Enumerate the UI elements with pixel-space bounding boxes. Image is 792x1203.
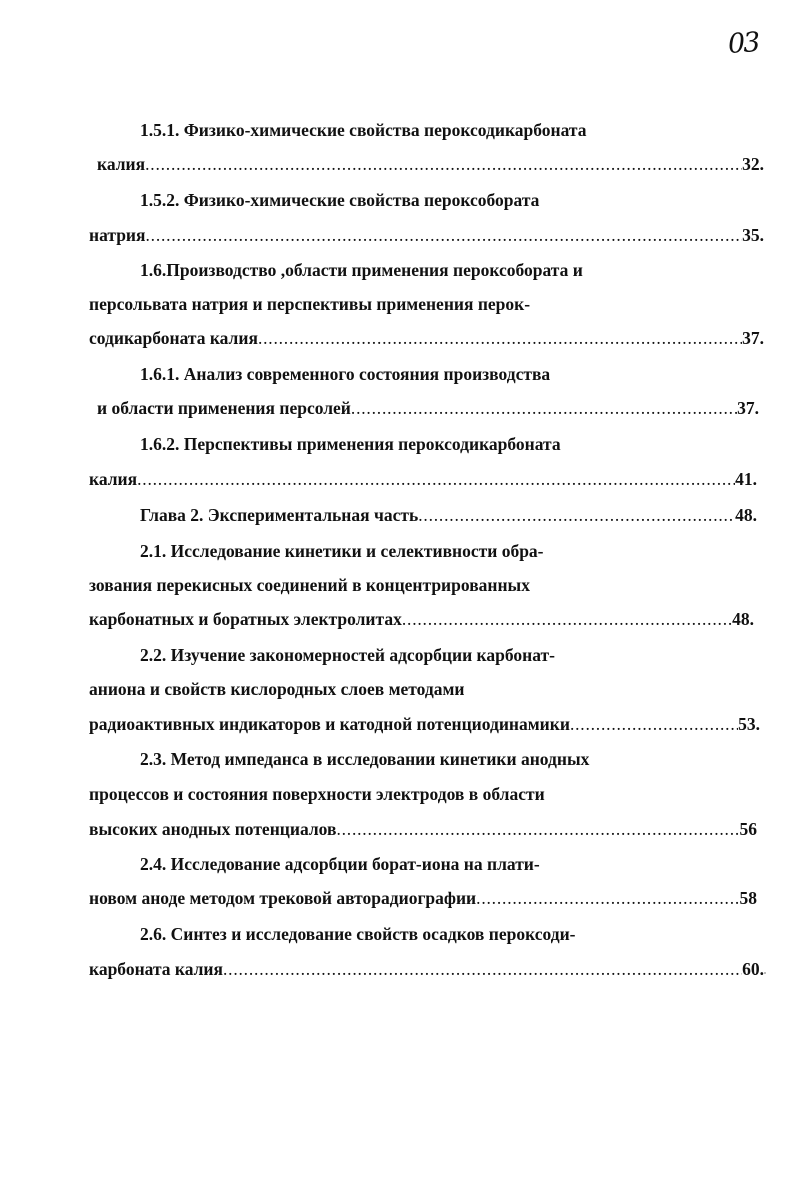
scan-speck (764, 972, 766, 974)
toc-entry-last-line (89, 957, 764, 981)
toc-entry-page: 53. (738, 714, 760, 734)
toc-entry-title: радиоактивных индикаторов и катодной потенциодинамики (89, 714, 570, 734)
toc-entry-page: 41. (735, 469, 757, 489)
dot-leader (258, 326, 742, 350)
dot-leader (418, 503, 735, 527)
toc-entry-last-line (89, 817, 757, 841)
dot-leader (223, 957, 742, 981)
toc-entry-last-line (89, 712, 760, 736)
toc-entry-page: 37. (737, 398, 759, 418)
toc-entry-last-line (89, 326, 764, 350)
toc-entry-line: 2.1. Исследование кинетики и селективности обра- (140, 541, 544, 561)
toc-entry-page: 37. (742, 328, 764, 348)
toc-entry-title: натрия (89, 225, 146, 245)
toc-entry-page: 48. (732, 609, 754, 629)
toc-entry-line: 1.6.2. Перспективы применения пероксодикарбоната (140, 434, 561, 454)
dot-leader (476, 886, 739, 910)
toc-entry-last-line (97, 396, 759, 420)
dot-leader (145, 152, 742, 176)
toc-entry-title: высоких анодных потенциалов (89, 819, 337, 839)
toc-entry-title: калия (89, 469, 138, 489)
toc-entry-title: карбоната калия (89, 959, 223, 979)
toc-entry-title: калия (97, 154, 146, 174)
toc-entry-line: 1.6.Производство ,области применения пероксобората и (140, 260, 583, 280)
dot-leader (402, 607, 732, 631)
toc-entry-title: Глава 2. Экспериментальная часть (140, 505, 419, 525)
toc-entry-title: содикарбоната калия (89, 328, 258, 348)
toc-entry-page: 60. (742, 959, 764, 979)
toc-entry-page: 32. (742, 154, 764, 174)
toc-entry-line: 2.4. Исследование адсорбции борат-иона на плати- (140, 854, 540, 874)
toc-entry-page: 35. (742, 225, 764, 245)
toc-entry-last-line (140, 503, 757, 527)
toc-entry-line: 2.6. Синтез и исследование свойств осадков пероксоди- (140, 924, 576, 944)
toc-entry-line: 2.3. Метод импеданса в исследовании кинетики анодных (140, 749, 590, 769)
toc-entry-last-line (89, 607, 754, 631)
toc-entry-page: 58 (739, 888, 757, 908)
toc-entry-last-line (97, 152, 764, 176)
dot-leader (351, 396, 737, 420)
toc-entry-title: и области применения персолей (97, 398, 351, 418)
toc-entry-line: 1.6.1. Анализ современного состояния производства (140, 364, 551, 384)
toc-entry-line: 2.2. Изучение закономерностей адсорбции карбонат- (140, 645, 555, 665)
toc-entry-title: карбонатных и боратных электролитах (89, 609, 402, 629)
dot-leader (145, 223, 742, 247)
toc-entry-last-line (89, 223, 764, 247)
toc-entry-page: 48. (735, 505, 757, 525)
toc-entry-line: зования перекисных соединений в концентрированных (89, 575, 530, 595)
toc-entry-last-line (89, 886, 757, 910)
toc-entry-line: 1.5.1. Физико-химические свойства пероксодикарбоната (140, 120, 587, 140)
dot-leader (570, 712, 738, 736)
toc-entry-line: аниона и свойств кислородных слоев методами (89, 679, 465, 699)
toc-entry-line: персольвата натрия и перспективы применения перок- (89, 294, 531, 314)
page-number: 03 (726, 26, 760, 61)
toc-entry-title: новом аноде методом трековой авторадиографии (89, 888, 477, 908)
toc-entry-line: 1.5.2. Физико-химические свойства пероксобората (140, 190, 540, 210)
toc-entry-last-line (89, 467, 757, 491)
dot-leader (137, 467, 735, 491)
toc-entry-page: 56 (739, 819, 757, 839)
dot-leader (336, 817, 739, 841)
toc-entry-line: процессов и состояния поверхности электродов в области (89, 784, 545, 804)
